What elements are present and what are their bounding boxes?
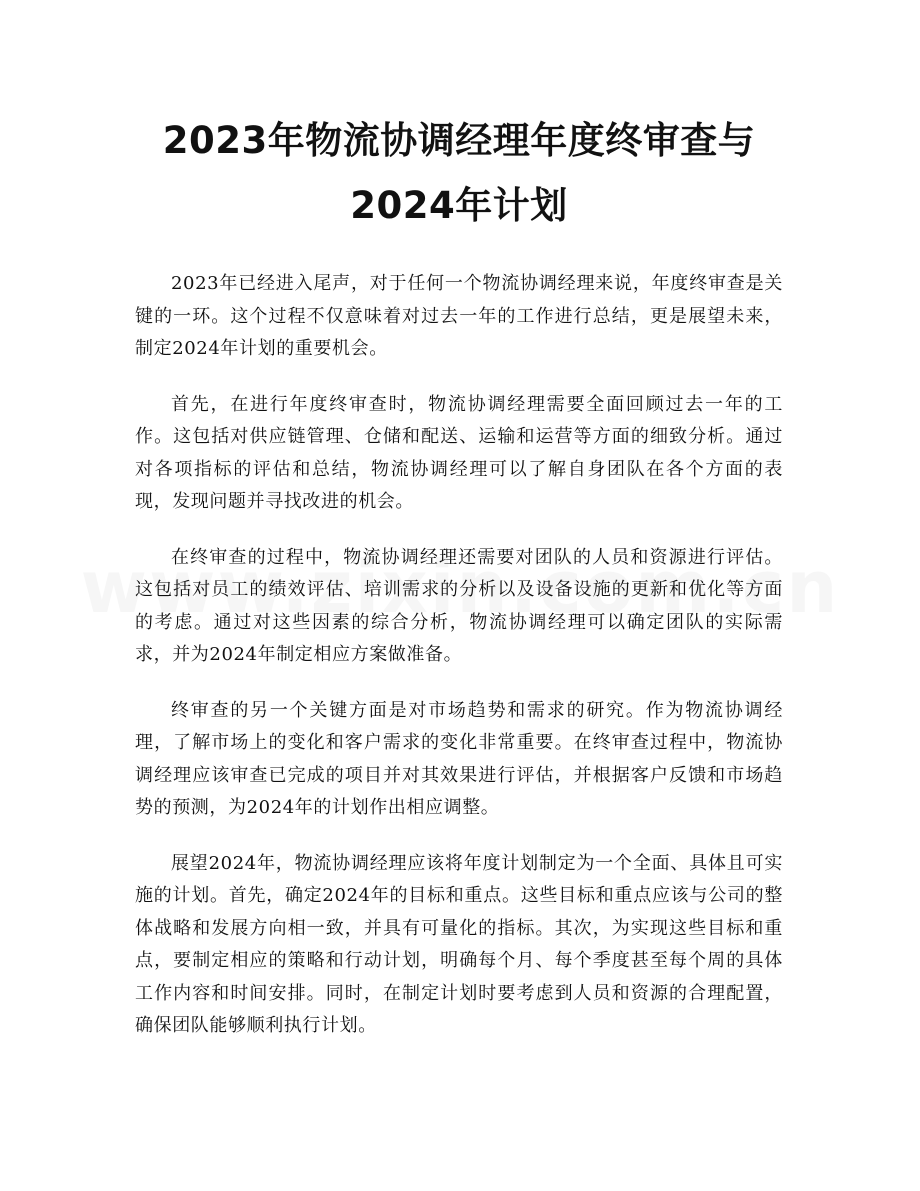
paragraph-4: 终审查的另一个关键方面是对市场趋势和需求的研究。作为物流协调经理，了解市场上的变化和客户需求的变化非常重要。在终审查过程中，物流协调经理应该审查已完成的项目并对其效果进行评估，并根据客户反馈和市场趋势的预测，为2024年的计划作出相应调整。 bbox=[135, 699, 783, 818]
document-title: 2023年物流协调经理年度终审查与2024年计划 bbox=[162, 119, 756, 227]
paragraph-5: 展望2024年，物流协调经理应该将年度计划制定为一个全面、具体且可实施的计划。首先，确定2024年的目标和重点。这些目标和重点应该与公司的整体战略和发展方向相一致，并具有可量化的指标。其次，为实现这些目标和重点，要制定相应的策略和行动计划，明确每个月、每个季度甚至每个周的具体工作内容和时间安排。同时，在制定计划时要考虑到人员和资源的合理配置，确保团队能够顺利执行计划。 bbox=[135, 852, 783, 1036]
paragraph-3: 在终审查的过程中，物流协调经理还需要对团队的人员和资源进行评估。这包括对员工的绩效评估、培训需求的分析以及设备设施的更新和优化等方面的考虑。通过对这些因素的综合分析，物流协调经理可以确定团队的实际需求，并为2024年制定相应方案做准备。 bbox=[135, 546, 783, 665]
document-body bbox=[135, 268, 783, 1043]
paragraph-2: 首先，在进行年度终审查时，物流协调经理需要全面回顾过去一年的工作。这包括对供应链管理、仓储和配送、运输和运营等方面的细致分析。通过对各项指标的评估和总结，物流协调经理可以了解自身团队在各个方面的表现，发现问题并寻找改进的机会。 bbox=[135, 393, 783, 512]
paragraph-1: 2023年已经进入尾声，对于任何一个物流协调经理来说，年度终审查是关键的一环。这个过程不仅意味着对过去一年的工作进行总结，更是展望未来，制定2024年计划的重要机会。 bbox=[135, 273, 783, 359]
